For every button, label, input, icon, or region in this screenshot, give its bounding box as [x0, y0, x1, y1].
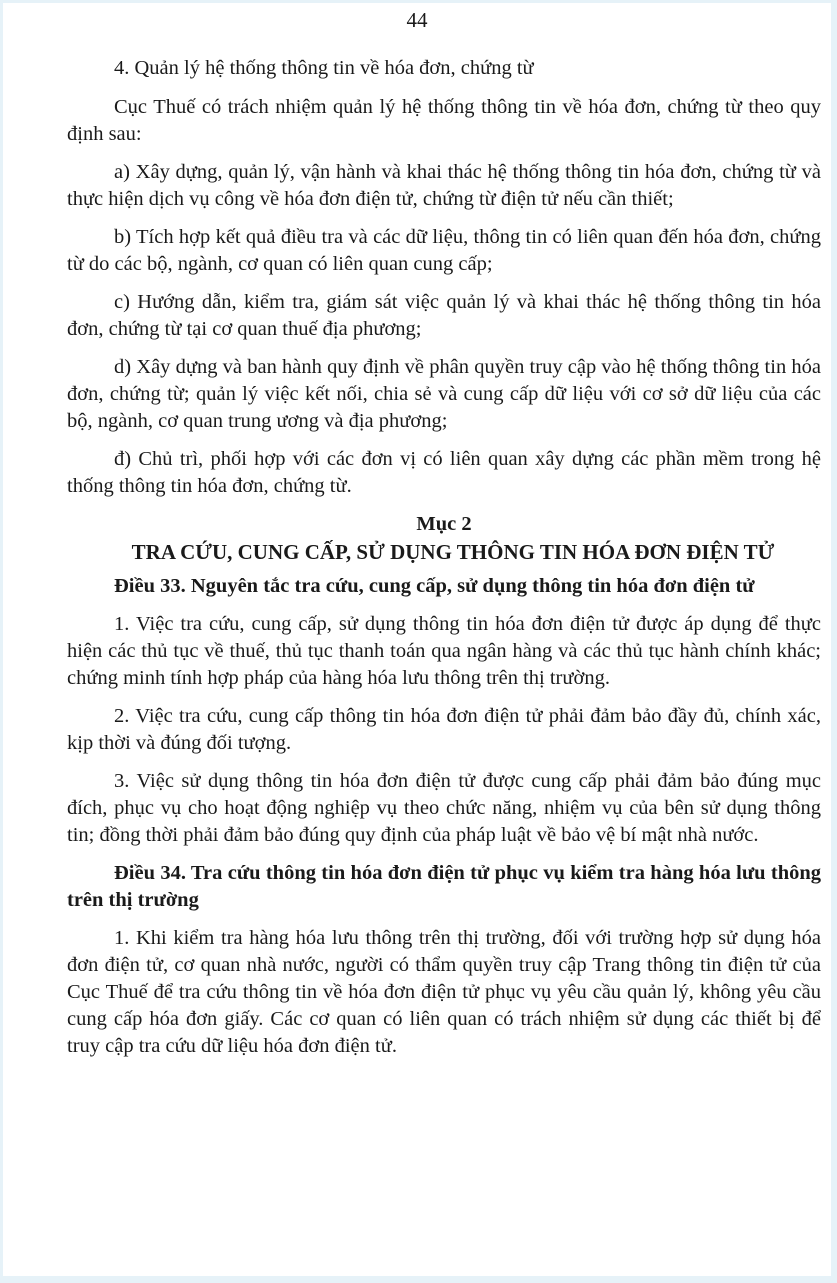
paragraph-intro: Cục Thuế có trách nhiệm quản lý hệ thống thông tin về hóa đơn, chứng từ theo quy định sau:: [67, 96, 821, 145]
article-33-paragraph-3: 3. Việc sử dụng thông tin hóa đơn điện tử được cung cấp phải đảm bảo đúng mục đích, phục vụ cho hoạt động nghiệp vụ theo chức năng, nhiệm vụ của bên sử dụng thông tin; đồng thời phải đảm bảo đúng quy định của pháp luật về bảo vệ bí mật nhà nước.: [67, 770, 821, 846]
article-33-paragraph-2: 2. Việc tra cứu, cung cấp thông tin hóa đơn điện tử phải đảm bảo đầy đủ, chính xác, kịp thời và đúng đối tượng.: [67, 705, 821, 754]
article-33-title: Điều 33. Nguyên tắc tra cứu, cung cấp, sử dụng thông tin hóa đơn điện tử: [114, 575, 755, 597]
paragraph-a: a) Xây dựng, quản lý, vận hành và khai thác hệ thống thông tin hóa đơn, chứng từ và thực hiện dịch vụ công về hóa đơn điện tử, chứng từ điện tử nếu cần thiết;: [67, 161, 821, 210]
paragraph-b: b) Tích hợp kết quả điều tra và các dữ liệu, thông tin có liên quan đến hóa đơn, chứng từ do các bộ, ngành, cơ quan có liên quan cung cấp;: [67, 226, 821, 275]
document-body: [67, 55, 821, 1071]
section-title: TRA CỨU, CUNG CẤP, SỬ DỤNG THÔNG TIN HÓA ĐƠN ĐIỆN TỬ: [131, 540, 775, 564]
page-number: 44: [406, 8, 428, 32]
paragraph-d: d) Xây dựng và ban hành quy định về phân quyền truy cập vào hệ thống thông tin hóa đơn, chứng từ; quản lý việc kết nối, chia sẻ và cung cấp dữ liệu với cơ sở dữ liệu của các bộ, ngành, cơ quan trung ương và địa phương;: [67, 356, 821, 432]
article-34-title: Điều 34. Tra cứu thông tin hóa đơn điện tử phục vụ kiểm tra hàng hóa lưu thông trên thị trường: [67, 862, 821, 911]
paragraph-item-4: 4. Quản lý hệ thống thông tin về hóa đơn, chứng từ: [114, 57, 534, 79]
paragraph-c: c) Hướng dẫn, kiểm tra, giám sát việc quản lý và khai thác hệ thống thông tin hóa đơn, chứng từ tại cơ quan thuế địa phương;: [67, 291, 821, 340]
article-33-paragraph-1: 1. Việc tra cứu, cung cấp, sử dụng thông tin hóa đơn điện tử được áp dụng để thực hiện các thủ tục về thuế, thủ tục thanh toán qua ngân hàng và các thủ tục hành chính khác; chứng minh tính hợp pháp của hàng hóa lưu thông trên thị trường.: [67, 613, 821, 689]
document-page: [3, 3, 831, 1276]
paragraph-dd: đ) Chủ trì, phối hợp với các đơn vị có liên quan xây dựng các phần mềm trong hệ thống thông tin hóa đơn, chứng từ.: [67, 448, 821, 497]
article-34-paragraph-1: 1. Khi kiểm tra hàng hóa lưu thông trên thị trường, đối với trường hợp sử dụng hóa đơn điện tử, cơ quan nhà nước, người có thẩm quyền truy cập Trang thông tin điện tử của Cục Thuế để tra cứu thông tin về hóa đơn điện tử phục vụ yêu cầu quản lý, không yêu cầu cung cấp hóa đơn giấy. Các cơ quan có liên quan có trách nhiệm sử dụng các thiết bị để truy cập tra cứu dữ liệu hóa đơn điện tử.: [67, 927, 821, 1057]
section-label: Mục 2: [416, 513, 472, 535]
